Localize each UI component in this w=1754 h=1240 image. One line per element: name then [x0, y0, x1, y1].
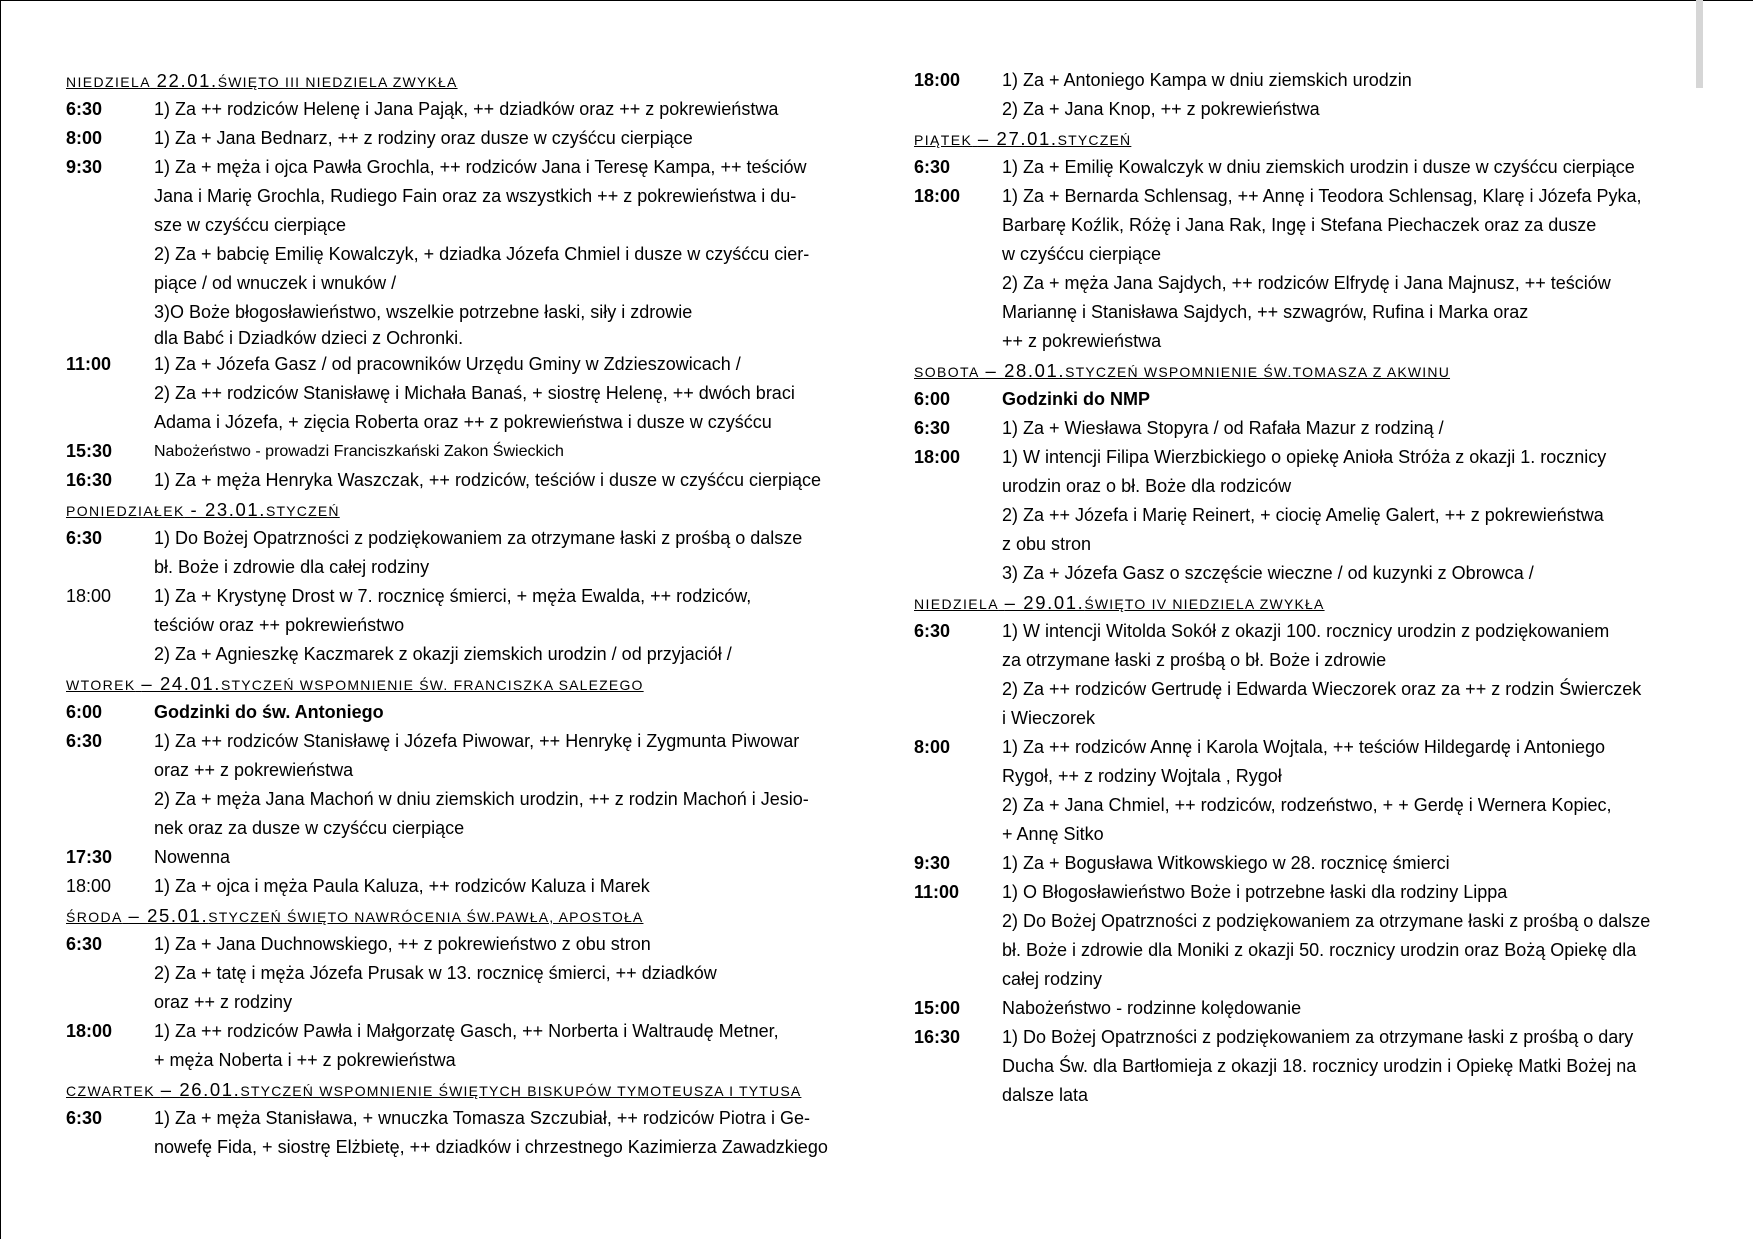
mass-entry — [66, 524, 846, 582]
intention-line: 2) Za ++ Józefa i Marię Reinert, + ciocię Amelię Galert, ++ z pokrewieństwa — [1002, 505, 1604, 525]
mass-entry — [66, 437, 846, 466]
day-description: ŚWIĘTO III NIEDZIELA ZWYKŁA — [217, 74, 458, 90]
day-description: STYCZEŃ — [1057, 132, 1132, 148]
intention-line: 1) Za + Antoniego Kampa w dniu ziemskich urodzin — [1002, 70, 1412, 90]
mass-entry — [914, 153, 1694, 182]
mass-time: 9:30 — [66, 157, 103, 177]
mass-time: 18:00 — [66, 586, 112, 606]
intention-line: 1) Za + Wiesława Stopyra / od Rafała Mazur z rodziną / — [1002, 418, 1444, 438]
intention-line: Godzinki do NMP — [1002, 389, 1150, 409]
day-date: – 28.01. — [985, 360, 1066, 381]
day-header — [914, 124, 1694, 153]
intention-line: dalsze lata — [1002, 1085, 1089, 1105]
day-header — [66, 1075, 846, 1104]
intention-line: sze w czyśćcu cierpiące — [154, 215, 347, 235]
mass-entry — [66, 124, 846, 153]
intention-line: Barbarę Koźlik, Różę i Jana Rak, Ingę i Stefana Piechaczek oraz za dusze — [1002, 215, 1597, 235]
intention-line: + męża Noberta i ++ z pokrewieństwa — [154, 1050, 456, 1070]
mass-intentions — [154, 1104, 846, 1162]
day-date: – 26.01. — [160, 1079, 241, 1100]
mass-entry — [914, 733, 1694, 849]
intention-line: Nabożeństwo - prowadzi Franciszkański Zakon Świeckich — [154, 443, 564, 460]
intention-line: 1) Za + Bogusława Witkowskiego w 28. rocznicę śmierci — [1002, 853, 1450, 873]
mass-intentions — [154, 930, 846, 1017]
intention-line: 3)O Boże błogosławieństwo, wszelkie potrzebne łaski, siły i zdrowie — [154, 302, 693, 322]
day-name: NIEDZIELA — [914, 596, 999, 612]
mass-entry — [66, 466, 846, 495]
mass-entry — [66, 843, 846, 872]
mass-time: 6:30 — [66, 731, 103, 751]
day-description: STYCZEŃ WSPOMNIENIE ŚW. FRANCISZKA SALEZEGO — [220, 677, 644, 693]
intention-line: 1) Za + męża Henryka Waszczak, ++ rodziców, teściów i dusze w czyśćcu cierpiące — [154, 470, 822, 490]
day-description: STYCZEŃ ŚWIĘTO NAWRÓCENIA ŚW.PAWŁA, APOSTOŁA — [208, 909, 644, 925]
mass-time: 8:00 — [66, 128, 103, 148]
intention-line: 1) Do Bożej Opatrzności z podziękowaniem za otrzymane łaski z prośbą o dary — [1002, 1027, 1634, 1047]
mass-intentions — [1002, 733, 1694, 849]
mass-time: 16:30 — [66, 470, 113, 490]
intention-line: oraz ++ z rodziny — [154, 992, 293, 1012]
mass-intentions — [154, 466, 846, 495]
intention-line: 1) O Błogosławieństwo Boże i potrzebne łaski dla rodziny Lippa — [1002, 882, 1508, 902]
intention-line: urodzin oraz o bł. Boże dla rodziców — [1002, 476, 1292, 496]
day-header — [66, 66, 846, 95]
mass-intentions — [154, 872, 846, 901]
intention-line: Adama i Józefa, + zięcia Roberta oraz ++ z pokrewieństwa i dusze w czyśćcu — [154, 412, 772, 432]
intention-line: 2) Za + męża Jana Sajdych, ++ rodziców Elfrydę i Jana Majnusz, ++ teściów — [1002, 273, 1611, 293]
intention-line: 1) Za ++ rodziców Helenę i Jana Pająk, ++ dziadków oraz ++ z pokrewieństwa — [154, 99, 779, 119]
mass-time: 18:00 — [66, 876, 112, 896]
mass-time: 18:00 — [66, 1021, 113, 1041]
mass-intentions — [1002, 153, 1694, 182]
mass-time: 6:00 — [66, 702, 103, 722]
intention-line: 1) Za + ojca i męża Paula Kaluza, ++ rodziców Kaluza i Marek — [154, 876, 650, 896]
mass-time: 18:00 — [914, 186, 961, 206]
day-date: - 23.01. — [190, 499, 266, 520]
intention-line: 1) W intencji Witolda Sokół z okazji 100. rocznicy urodzin z podziękowaniem — [1002, 621, 1610, 641]
mass-entry — [66, 1017, 846, 1075]
intention-line: 1) Do Bożej Opatrzności z podziękowaniem za otrzymane łaski z prośbą o dalsze — [154, 528, 803, 548]
mass-entry — [66, 350, 846, 437]
day-header — [914, 356, 1694, 385]
intention-line: 2) Za ++ rodziców Gertrudę i Edwarda Wieczorek oraz za ++ z rodzin Świerczek — [1002, 679, 1642, 699]
mass-intentions — [154, 843, 846, 872]
intention-line: oraz ++ z pokrewieństwa — [154, 760, 354, 780]
mass-time: 16:30 — [914, 1027, 961, 1047]
intention-line: Godzinki do św. Antoniego — [154, 702, 384, 722]
scrollbar-thumb[interactable] — [1696, 0, 1703, 88]
mass-intentions — [1002, 414, 1694, 443]
mass-entry — [914, 443, 1694, 588]
intention-line: 2) Za + Agnieszkę Kaczmarek z okazji ziemskich urodzin / od przyjaciół / — [154, 644, 732, 664]
mass-time: 6:30 — [914, 157, 951, 177]
mass-intentions — [154, 582, 846, 669]
mass-entry — [66, 153, 846, 350]
mass-entry — [914, 878, 1694, 994]
day-description: STYCZEŃ WSPOMNIENIE ŚW.TOMASZA Z AKWINU — [1065, 364, 1451, 380]
day-header — [66, 901, 846, 930]
mass-intentions — [1002, 182, 1694, 356]
intention-line: 1) Za ++ rodziców Annę i Karola Wojtala, ++ teściów Hildegardę i Antoniego — [1002, 737, 1606, 757]
intention-line: 2) Za + Jana Chmiel, ++ rodziców, rodzeństwo, + + Gerdę i Wernera Kopiec, — [1002, 795, 1612, 815]
mass-intentions — [1002, 443, 1694, 588]
mass-entry — [914, 849, 1694, 878]
intention-line: ++ z pokrewieństwa — [1002, 331, 1162, 351]
intention-line: całej rodziny — [1002, 969, 1103, 989]
mass-time: 18:00 — [914, 70, 961, 90]
day-name: WTOREK — [66, 677, 136, 693]
mass-entry — [66, 582, 846, 669]
mass-entry — [914, 385, 1694, 414]
intention-line: Nowenna — [154, 847, 231, 867]
day-header — [914, 588, 1694, 617]
mass-time: 6:30 — [66, 528, 103, 548]
mass-time: 6:00 — [914, 389, 951, 409]
intention-line: 2) Za + babcię Emilię Kowalczyk, + dziadka Józefa Chmiel i dusze w czyśćcu cier- — [154, 244, 810, 264]
mass-entry — [914, 617, 1694, 733]
day-description: STYCZEŃ — [265, 503, 340, 519]
day-date: – 24.01. — [141, 673, 221, 694]
intention-line: teściów oraz ++ pokrewieństwo — [154, 615, 405, 635]
intention-line: Nabożeństwo - rodzinne kolędowanie — [1002, 998, 1302, 1018]
mass-intentions — [154, 153, 846, 350]
intention-line: 1) Za ++ rodziców Stanisławę i Józefa Piwowar, ++ Henrykę i Zygmunta Piwowar — [154, 731, 800, 751]
intention-line: 1) Za + Emilię Kowalczyk w dniu ziemskich urodzin i dusze w czyśćcu cierpiące — [1002, 157, 1635, 177]
mass-intentions — [154, 524, 846, 582]
intention-line: 1) Za + Józefa Gasz / od pracowników Urzędu Gminy w Zdzieszowicach / — [154, 354, 741, 374]
day-name: ŚRODA — [66, 909, 123, 925]
mass-time: 6:30 — [914, 418, 951, 438]
intention-line: bł. Boże i zdrowie dla całej rodziny — [154, 557, 430, 577]
intention-line: Jana i Marię Grochla, Rudiego Fain oraz za wszystkich ++ z pokrewieństwa i du- — [154, 186, 797, 206]
intention-line: 1) Za + męża Stanisława, + wnuczka Tomasza Szczubiał, ++ rodziców Piotra i Ge- — [154, 1108, 810, 1128]
intention-line: nowefę Fida, + siostrę Elżbietę, ++ dziadków i chrzestnego Kazimierza Zawadzkiego — [154, 1137, 828, 1157]
mass-intentions — [1002, 878, 1694, 994]
intention-line: 1) Za ++ rodziców Pawła i Małgorzatę Gasch, ++ Norberta i Waltraudę Metner, — [154, 1021, 779, 1041]
mass-time: 9:30 — [914, 853, 951, 873]
intention-line: 1) W intencji Filipa Wierzbickiego o opiekę Anioła Stróża z okazji 1. rocznicy — [1002, 447, 1607, 467]
mass-time: 15:30 — [66, 441, 113, 461]
day-date: – 25.01. — [128, 905, 209, 926]
mass-intentions — [1002, 617, 1694, 733]
day-date: 22.01. — [156, 70, 218, 91]
mass-intentions — [1002, 385, 1694, 414]
mass-time: 8:00 — [914, 737, 951, 757]
mass-time: 15:00 — [914, 998, 961, 1018]
mass-entry — [66, 698, 846, 727]
mass-entry — [914, 994, 1694, 1023]
intention-line: 1) Za + Jana Bednarz, ++ z rodziny oraz dusze w czyśćcu cierpiące — [154, 128, 693, 148]
mass-entry — [66, 930, 846, 1017]
mass-intentions — [1002, 1023, 1694, 1110]
intention-line: 2) Za + Jana Knop, ++ z pokrewieństwa — [1002, 99, 1320, 119]
left-column — [66, 66, 846, 1162]
intention-line: 2) Do Bożej Opatrzności z podziękowaniem za otrzymane łaski z prośbą o dalsze — [1002, 911, 1651, 931]
intention-line: 1) Za + męża i ojca Pawła Grochla, ++ rodziców Jana i Teresę Kampa, ++ teściów — [154, 157, 807, 177]
intention-line: w czyśćcu cierpiące — [1002, 244, 1162, 264]
day-name: CZWARTEK — [66, 1083, 155, 1099]
right-column — [914, 66, 1694, 1110]
intention-line: z obu stron — [1002, 534, 1092, 554]
intention-line: Mariannę i Stanisława Sajdych, ++ szwagrów, Rufina i Marka oraz — [1002, 302, 1529, 322]
mass-entry — [914, 1023, 1694, 1110]
mass-intentions — [154, 437, 846, 466]
mass-entry — [914, 182, 1694, 356]
day-description: ŚWIĘTO IV NIEDZIELA ZWYKŁA — [1084, 596, 1325, 612]
mass-time: 11:00 — [914, 882, 960, 902]
mass-intentions — [1002, 849, 1694, 878]
mass-intentions — [154, 124, 846, 153]
day-date: – 29.01. — [1004, 592, 1085, 613]
intention-line: 3) Za + Józefa Gasz o szczęście wieczne / od kuzynki z Obrowca / — [1002, 563, 1534, 583]
day-name: PONIEDZIAŁEK — [66, 503, 185, 519]
mass-intentions — [154, 727, 846, 843]
intention-line: 2) Za + tatę i męża Józefa Prusak w 13. rocznicę śmierci, ++ dziadków — [154, 963, 717, 983]
day-name: NIEDZIELA — [66, 74, 151, 90]
mass-entry — [66, 727, 846, 843]
intention-line: + Annę Sitko — [1002, 824, 1104, 844]
day-description: STYCZEŃ WSPOMNIENIE ŚWIĘTYCH BISKUPÓW TYMOTEUSZA I TYTUSA — [240, 1083, 802, 1099]
day-date: – 27.01. — [977, 128, 1058, 149]
day-header — [66, 669, 846, 698]
mass-time: 6:30 — [66, 1108, 103, 1128]
mass-entry — [66, 872, 846, 901]
day-name: SOBOTA — [914, 364, 980, 380]
mass-time: 6:30 — [66, 99, 103, 119]
mass-entry — [66, 95, 846, 124]
intention-line: 2) Za ++ rodziców Stanisławę i Michała Banaś, + siostrę Helenę, ++ dwóch braci — [154, 383, 795, 403]
intention-line: Ducha Św. dla Bartłomieja z okazji 18. rocznicy urodzin i Opiekę Matki Bożej na — [1002, 1056, 1637, 1076]
mass-intentions — [154, 698, 846, 727]
intention-line: dla Babć i Dziadków dzieci z Ochronki. — [154, 328, 464, 348]
mass-time: 17:30 — [66, 847, 113, 867]
intention-line: za otrzymane łaski z prośbą o bł. Boże i zdrowie — [1002, 650, 1387, 670]
intention-line: i Wieczorek — [1002, 708, 1096, 728]
mass-entry — [914, 66, 1694, 124]
day-header — [66, 495, 846, 524]
intention-line: 1) Za + Jana Duchnowskiego, ++ z pokrewieństwo z obu stron — [154, 934, 651, 954]
mass-time: 18:00 — [914, 447, 961, 467]
intention-line: bł. Boże i zdrowie dla Moniki z okazji 50. rocznicy urodzin oraz Bożą Opiekę dla — [1002, 940, 1637, 960]
mass-time: 11:00 — [66, 354, 112, 374]
intention-line: 2) Za + męża Jana Machoń w dniu ziemskich urodzin, ++ z rodzin Machoń i Jesio- — [154, 789, 809, 809]
day-name: PIĄTEK — [914, 132, 973, 148]
mass-intentions — [1002, 994, 1694, 1023]
intention-line: nek oraz za dusze w czyśćcu cierpiące — [154, 818, 465, 838]
intention-line: Rygoł, ++ z rodziny Wojtala , Rygoł — [1002, 766, 1282, 786]
mass-intentions — [1002, 66, 1694, 124]
mass-intentions — [154, 95, 846, 124]
mass-entry — [66, 1104, 846, 1162]
mass-entry — [914, 414, 1694, 443]
mass-intentions — [154, 1017, 846, 1075]
intention-line: 1) Za + Krystynę Drost w 7. rocznicę śmierci, + męża Ewalda, ++ rodziców, — [154, 586, 752, 606]
intention-line: 1) Za + Bernarda Schlensag, ++ Annę i Teodora Schlensag, Klarę i Józefa Pyka, — [1002, 186, 1642, 206]
mass-time: 6:30 — [66, 934, 103, 954]
mass-time: 6:30 — [914, 621, 951, 641]
mass-intentions — [154, 350, 846, 437]
intention-line: piące / od wnuczek i wnuków / — [154, 273, 397, 293]
